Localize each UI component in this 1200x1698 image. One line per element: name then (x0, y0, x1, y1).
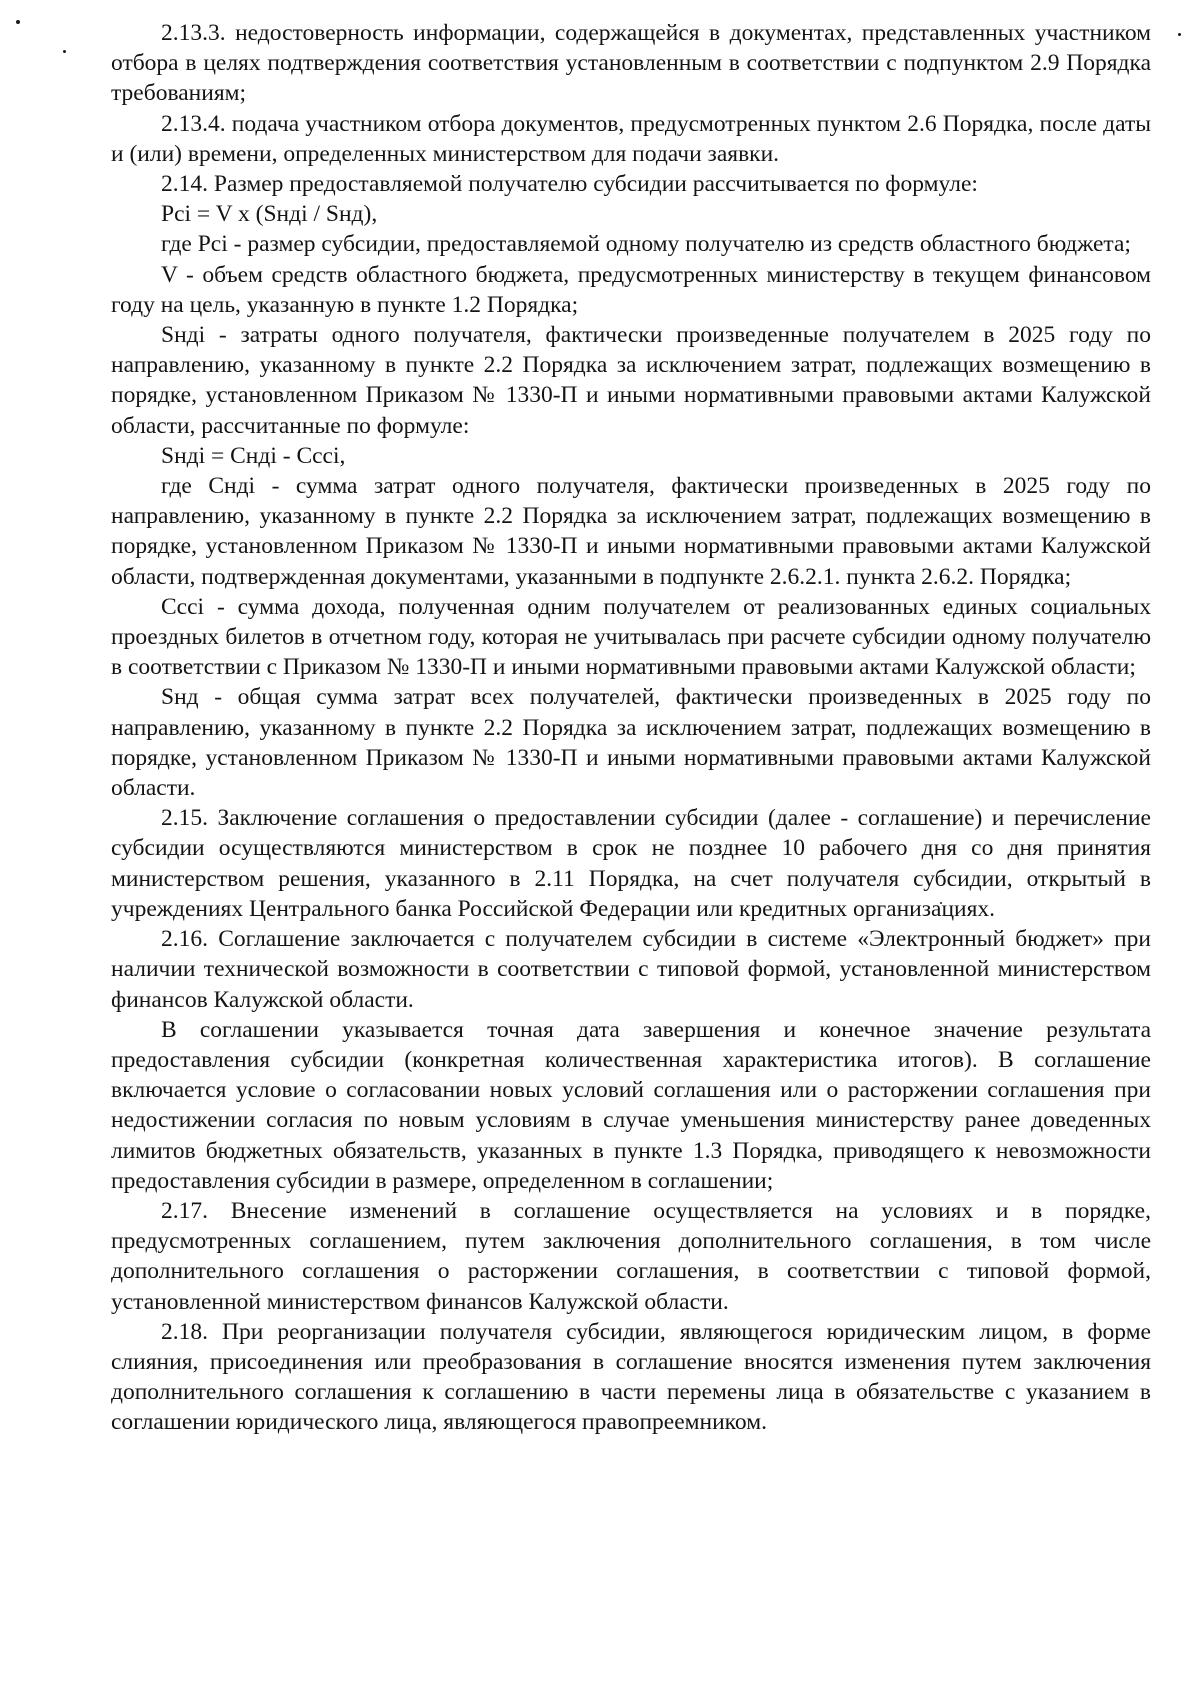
definition-sndi: Sндi - затраты одного получателя, фактически произведенные получателем в 2025 году по направлению, указанному в пункте 2.2 Порядка за исключением затрат, подлежащих возмещению в порядке, установленном Приказом № 1330-П и иными нормативными правовыми актами Калужской области, рассчитанные по формуле: (111, 322, 1151, 439)
definition-ccci: Cccі - сумма дохода, полученная одним получателем от реализованных единых социальных проездных билетов в отчетном году, которая не учитывалась при расчете субсидии одному получателю в соответствии с Приказом № 1330-П и иными нормативными правовыми актами Калужской области; (111, 593, 1151, 681)
clause-2-15: 2.15. Заключение соглашения о предоставлении субсидии (далее - соглашение) и перечисление субсидии осуществляются министерством в срок не позднее 10 рабочего дня со дня принятия министерством решения, указанного в 2.11 Порядка, на счет получателя субсидии, открытый в учреждениях Центрального банка Российской Федерации или кредитных организациях. (111, 805, 1151, 922)
scan-speck (1178, 33, 1181, 36)
definition-pci: где Pci - размер субсидии, предоставляемой одному получателю из средств областного бюджета; (161, 231, 1131, 258)
scan-speck (16, 20, 20, 24)
definition-snd: Sнд - общая сумма затрат всех получателей, фактически произведенных в 2025 году по направлению, указанному в пункте 2.2 Порядка за исключением затрат, подлежащих возмещению в порядке, установленном Приказом № 1330-П и иными нормативными правовыми актами Калужской области. (111, 684, 1151, 802)
clause-2-13-4: 2.13.4. подача участником отбора документов, предусмотренных пунктом 2.6 Порядка, после даты и (или) времени, определенных министерством для подачи заявки. (111, 110, 1151, 167)
definition-v: V - объем средств областного бюджета, предусмотренных министерству в текущем финансовом году на цель, указанную в пункте 1.2 Порядка; (111, 261, 1151, 318)
clause-2-14: 2.14. Размер предоставляемой получателю субсидии рассчитывается по формуле: (161, 171, 978, 198)
clause-2-16: 2.16. Соглашение заключается с получателем субсидии в системе «Электронный бюджет» при наличии технической возможности в соответствии с типовой формой, установленной министерством финансов Калужской области. (111, 926, 1151, 1013)
clause-2-18: 2.18. При реорганизации получателя субсидии, являющегося юридическим лицом, в форме слияния, присоединения или преобразования в соглашение вносятся изменения путем заключения дополнительного соглашения к соглашению в части перемены лица в обязательстве с указанием в соглашении юридического лица, являющегося правопреемником. (111, 1318, 1151, 1436)
clause-2-17: 2.17. Внесение изменений в соглашение осуществляется на условиях и в порядке, предусмотренных соглашением, путем заключения дополнительного соглашения, в том числе дополнительного соглашения о расторжении соглашения, в соответствии с типовой формой, установленной министерством финансов Калужской области. (111, 1197, 1151, 1315)
document-body (111, 18, 1151, 1438)
formula-pci: Pci = V x (Sндi / Sнд), (161, 201, 378, 228)
definition-cndi: где Cндi - сумма затрат одного получателя, фактически произведенных в 2025 году по направлению, указанному в пункте 2.2 Порядка за исключением затрат, подлежащих возмещению в порядке, установленном Приказом № 1330-П и иными нормативными правовыми актами Калужской области, подтвержденная документами, указанными в подпункте 2.6.2.1. пункта 2.6.2. Порядка; (111, 473, 1151, 590)
clause-2-13-3: 2.13.3. недостоверность информации, содержащейся в документах, представленных участником отбора в целях подтверждения соответствия установленным в соответствии с подпунктом 2.9 Порядка требованиям; (111, 20, 1151, 107)
formula-sndi: Sндi = Cндi - Cccі, (161, 442, 346, 469)
scan-speck (63, 50, 66, 53)
clause-2-16-agreement-terms: В соглашении указывается точная дата завершения и конечное значение результата предоставления субсидии (конкретная количественная характеристика итогов). В соглашение включается условие о согласовании новых условий соглашения или о расторжении соглашения при недостижении согласия по новым условиям в случае уменьшения министерству ранее доведенных лимитов бюджетных обязательств, указанных в пункте 1.3 Порядка, приводящего к невозможности предоставления субсидии в размере, определенном в соглашении; (111, 1016, 1151, 1194)
